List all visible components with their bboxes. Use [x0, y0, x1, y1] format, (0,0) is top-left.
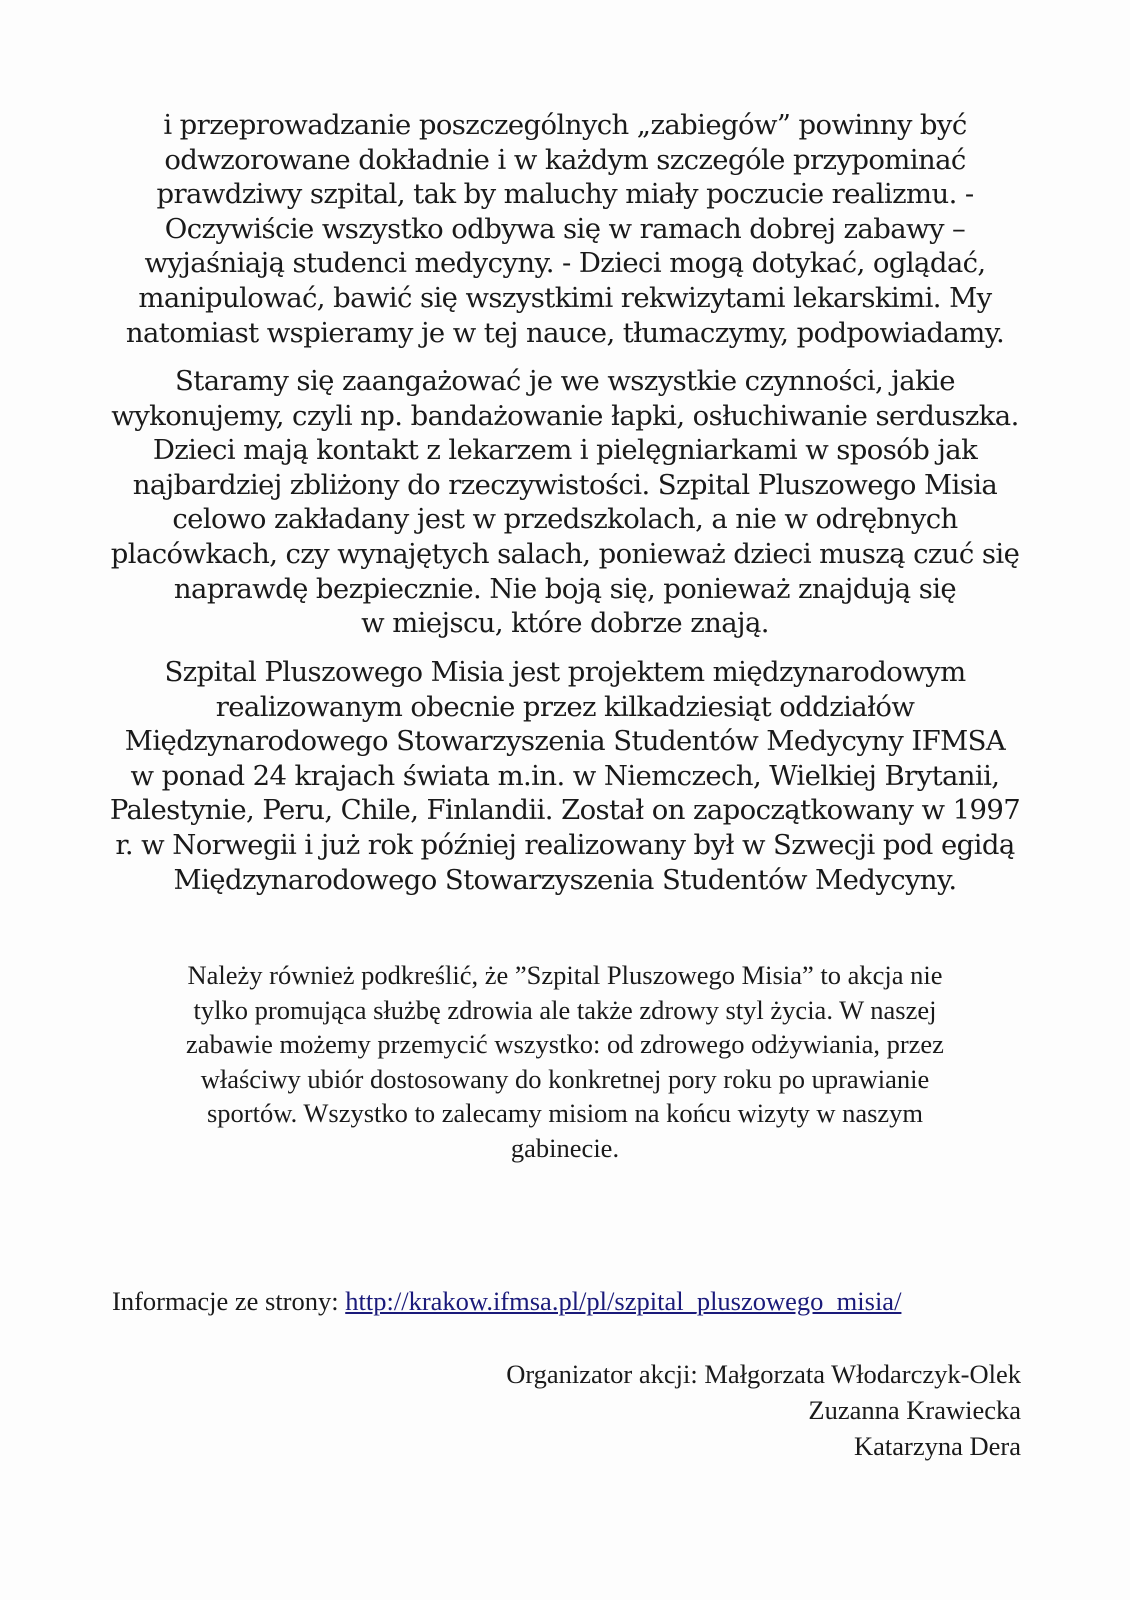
text-line: naprawdę bezpiecznie. Nie boją się, ponieważ znajdują się	[173, 572, 957, 605]
text-line: Należy również podkreślić, że ”Szpital Pluszowego Misia” to akcja nie	[187, 960, 943, 990]
text-line: w miejscu, które dobrze znają.	[361, 607, 769, 640]
text-line: manipulować, bawić się wszystkimi rekwizytami lekarskimi. My	[138, 281, 992, 314]
text-line: najbardziej zbliżony do rzeczywistości. Szpital Pluszowego Misia	[132, 468, 998, 501]
text-line: Międzynarodowego Stowarzyszenia Studentów Medycyny IFMSA	[124, 725, 1006, 758]
text-line: Szpital Pluszowego Misia jest projektem międzynarodowym	[164, 656, 966, 688]
text-line: Oczywiście wszystko odbywa się w ramach dobrej zabawy –	[164, 212, 966, 245]
organizer-line: Zuzanna Krawiecka	[808, 1395, 1021, 1425]
text-line: wyjaśniają studenci medycyny. - Dzieci mogą dotykać, oglądać,	[144, 247, 986, 280]
text-line: gabinecie.	[510, 1132, 620, 1163]
text-line: Dzieci mają kontakt z lekarzem i pielęgniarkami w sposób jak	[152, 434, 978, 467]
text-line: zabawie możemy przemycić wszystko: od zdrowego odżywiania, przez	[186, 1029, 944, 1059]
text-line: odwzorowane dokładnie i w każdym szczególe przypominać	[164, 143, 966, 176]
text-line: tylko promująca służbę zdrowia ale także zdrowy styl życia. W naszej	[193, 994, 937, 1025]
organizer-block	[506, 1356, 1021, 1464]
paragraph-healthy-lifestyle	[100, 958, 1030, 1165]
text-line: Palestynie, Peru, Chile, Finlandii. Został on zapoczątkowany w 1997	[109, 794, 1021, 827]
paragraph-activities	[100, 364, 1030, 641]
paragraph-international-project	[100, 655, 1030, 897]
text-line: r. w Norwegii i już rok później realizowany był w Szwecji pod egidą	[115, 828, 1015, 861]
text-line: i przeprowadzanie poszczególnych „zabiegów” powinny być	[163, 109, 967, 141]
organizer-line: Organizator akcji: Małgorzata Włodarczyk-Olek	[506, 1359, 1021, 1389]
text-line: wykonujemy, czyli np. bandażowanie łapki, osłuchiwanie serduszka.	[111, 399, 1019, 432]
text-line: Międzynarodowego Stowarzyszenia Studentów Medycyny.	[173, 863, 957, 896]
source-label: Informacje ze strony:	[112, 1286, 346, 1316]
source-line	[112, 1286, 901, 1317]
text-line: w ponad 24 krajach świata m.in. w Niemczech, Wielkiej Brytanii,	[130, 759, 1000, 792]
text-line: natomiast wspieramy je w tej nauce, tłumaczymy, podpowiadamy.	[125, 316, 1005, 349]
organizer-line: Katarzyna Dera	[854, 1431, 1021, 1461]
text-line: celowo zakładany jest w przedszkolach, a nie w odrębnych	[172, 503, 958, 536]
text-line: placówkach, czy wynajętych salach, ponieważ dzieci muszą czuć się	[110, 537, 1020, 570]
text-line: Staramy się zaangażować je we wszystkie czynności, jakie	[175, 365, 955, 397]
text-line: sportów. Wszystko to zalecamy misiom na końcu wizyty w naszym	[206, 1098, 924, 1128]
paragraph-hospital-realism	[100, 108, 1030, 350]
text-line: właściwy ubiór dostosowany do konkretnej pory roku po uprawianie	[200, 1063, 930, 1094]
text-line: realizowanym obecnie przez kilkadziesiąt oddziałów	[215, 690, 915, 723]
source-link[interactable]: http://krakow.ifmsa.pl/pl/szpital_pluszowego_misia/	[345, 1286, 902, 1316]
text-line: prawdziwy szpital, tak by maluchy miały poczucie realizmu. -	[156, 178, 974, 211]
